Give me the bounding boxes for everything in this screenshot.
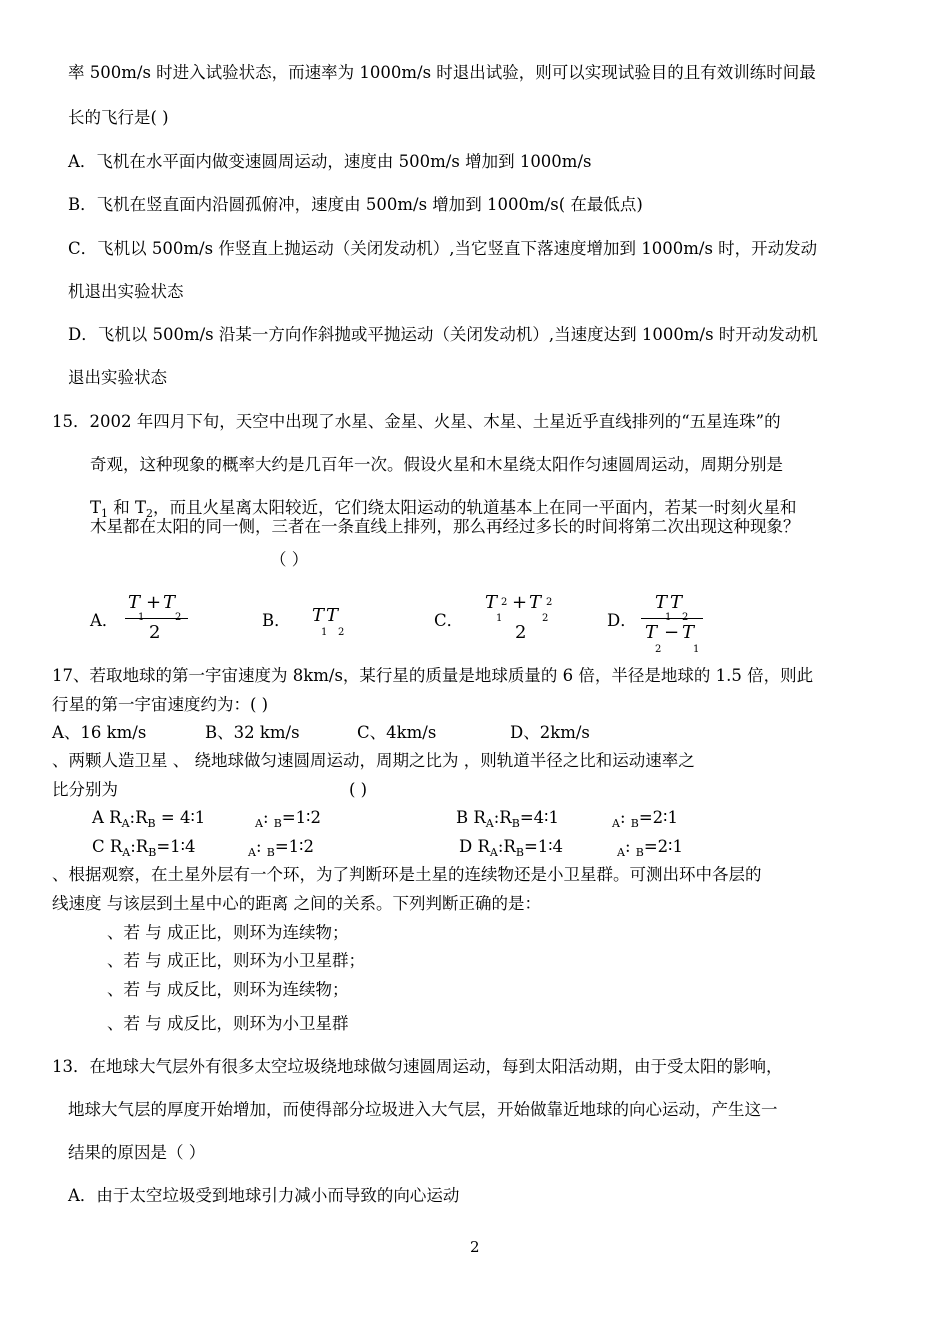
opt-b-t1: T	[312, 605, 325, 626]
opt-c-colon: :R	[130, 837, 149, 856]
q17-option-d: D、2km/s	[510, 723, 590, 742]
opt-d-vb-sub: B	[635, 846, 644, 859]
frac-a-bar	[125, 618, 188, 619]
frac-d-minus: −	[664, 622, 680, 643]
opt-a-r-ratio: = 4∶1	[155, 808, 206, 827]
opt-c-ra-sub: A	[122, 846, 131, 859]
q-sat-option-c	[92, 836, 195, 864]
opt-c-r: C R	[92, 837, 123, 856]
q13-line1: 13．在地球大气层外有很多太空垃圾绕地球做匀速圆周运动，每到太阳活动期，由于受太阳的影响，	[52, 1057, 783, 1076]
q14-option-d-line2: 退出实验状态	[68, 368, 167, 387]
q15-answer-paren: （ ）	[270, 550, 309, 569]
opt-a-rb-sub: B	[147, 817, 156, 830]
frac-d-t2: T	[670, 592, 683, 613]
opt-c-rb-sub: B	[148, 846, 157, 859]
opt-a-v-colon: :	[262, 808, 274, 827]
q-sat-line1: 、两颗人造卫星 、 绕地球做匀速圆周运动，周期之比为 ，则轨道半径之比和运动速率之	[52, 751, 695, 770]
opt-b-sub1: 1	[321, 627, 328, 638]
frac-a-denom: 2	[149, 622, 161, 643]
q14-line1: 率 500m/s 时进入试验状态，而速率为 1000m/s 时退出试验，则可以实现试验目的且有效训练时间最	[68, 63, 816, 82]
q15-t1-sub: 1	[101, 507, 109, 520]
q15-and: 和	[108, 498, 136, 517]
opt-b-sub2: 2	[338, 627, 345, 638]
q15-t1: T	[90, 498, 102, 517]
opt-c-v-ratio: =1∶2	[274, 837, 314, 856]
frac-c-sub1: 1	[496, 613, 503, 624]
q14-option-b: B．飞机在竖直面内沿圆孤俯冲，速度由 500m/s 增加到 1000m/s( 在最低点)	[68, 195, 643, 214]
opt-d-rb-sub: B	[515, 846, 524, 859]
q-ring-option-3: 、若 与 成反比，则环为连续物；	[107, 980, 349, 999]
q-sat-option-a	[92, 807, 205, 835]
q15-t2-sub: 2	[146, 507, 154, 520]
opt-b-r-ratio: =4∶1	[519, 808, 559, 827]
q13-line3: 结果的原因是（ ）	[68, 1143, 206, 1162]
opt-b-vb-sub: B	[630, 817, 639, 830]
opt-a-ra-sub: A	[121, 817, 130, 830]
opt-b-t2: T	[326, 605, 339, 626]
opt-b-va-sub: A	[612, 817, 620, 830]
q14-option-d-line1: D．飞机以 500m/s 沿某一方向作斜抛或平抛运动（关闭发动机）,当速度达到 1000m/s 时开动发动机	[68, 325, 818, 344]
q-sat-option-b-v	[612, 807, 678, 835]
q-sat-option-c-v	[248, 836, 314, 864]
q-sat-option-a-v	[255, 807, 321, 835]
opt-d-r-ratio: =1∶4	[523, 837, 564, 856]
frac-a-t2: T	[163, 592, 176, 613]
opt-b-v-ratio: =2∶1	[638, 808, 678, 827]
q15-option-d-label: D．	[607, 611, 637, 630]
opt-b-ra-sub: A	[485, 817, 494, 830]
q14-option-c-line1: C．飞机以 500m/s 作竖直上抛运动（关闭发动机）,当它竖直下落速度增加到 1000m/s 时，开动发动	[68, 239, 818, 258]
opt-d-r: D R	[459, 837, 490, 856]
opt-c-va-sub: A	[248, 846, 256, 859]
q14-line2: 长的飞行是( )	[68, 108, 169, 127]
opt-a-vb-sub: B	[273, 817, 282, 830]
frac-c-t1: T	[485, 592, 498, 613]
opt-c-vb-sub: B	[266, 846, 275, 859]
frac-a-plus: +	[146, 592, 162, 613]
q15-option-a-label: A．	[90, 611, 119, 630]
opt-d-va-sub: A	[617, 846, 625, 859]
q-sat-option-d-v	[617, 836, 683, 864]
q15-line4: 木星都在太阳的同一侧，三者在一条直线上排列，那么再经过多长的时间将第二次出现这种现象？	[90, 517, 800, 536]
q17-option-a: A、16 km/s	[52, 723, 147, 742]
opt-a-colon: :R	[129, 808, 148, 827]
q17-option-b: B、32 km/s	[205, 723, 300, 742]
opt-d-colon: :R	[497, 837, 516, 856]
frac-d-den-sub2: 2	[655, 644, 662, 655]
q14-option-a: A．飞机在水平面内做变速圆周运动，速度由 500m/s 增加到 1000m/s	[68, 152, 592, 171]
q-sat-option-b	[456, 807, 559, 835]
opt-a-r: A R	[92, 808, 122, 827]
opt-c-v-colon: :	[255, 837, 267, 856]
q14-option-c-line2: 机退出实验状态	[68, 282, 184, 301]
frac-c-sup2: 2	[546, 597, 553, 608]
opt-b-v-colon: :	[619, 808, 631, 827]
page-number: 2	[470, 1238, 480, 1256]
q17-option-c: C、4km/s	[357, 723, 437, 742]
frac-d-t1: T	[655, 592, 668, 613]
q-sat-option-d	[459, 836, 563, 864]
frac-c-plus: +	[512, 592, 528, 613]
q-ring-option-1: 、若 与 成正比，则环为连续物；	[107, 923, 349, 942]
opt-d-v-ratio: =2∶1	[643, 837, 683, 856]
q13-line2: 地球大气层的厚度开始增加，而使得部分垃圾进入大气层，开始做靠近地球的向心运动，产生这一	[68, 1100, 778, 1119]
opt-a-v-ratio: =1∶2	[281, 808, 321, 827]
opt-a-va-sub: A	[255, 817, 263, 830]
q15-line1: 15．2002 年四月下旬，天空中出现了水星、金星、火星、木星、土星近乎直线排列的“五星连珠”的	[52, 412, 781, 431]
q15-option-c-label: C．	[434, 611, 464, 630]
q15-t2: T	[135, 498, 147, 517]
q-ring-option-2: 、若 与 成正比，则环为小卫星群；	[107, 951, 365, 970]
q15-option-b-label: B．	[262, 611, 291, 630]
q15-line2: 奇观，这种现象的概率大约是几百年一次。假设火星和木星绕太阳作匀速圆周运动，周期分别是	[90, 455, 783, 474]
opt-b-rb-sub: B	[511, 817, 520, 830]
frac-c-t2: T	[529, 592, 542, 613]
q15-line3-rest: ，而且火星离太阳较近，它们绕太阳运动的轨道基本上在同一平面内，若某一时刻火星和	[153, 498, 797, 517]
opt-d-v-colon: :	[624, 837, 636, 856]
opt-b-colon: :R	[493, 808, 512, 827]
opt-c-r-ratio: =1∶4	[156, 837, 196, 856]
q-sat-line2: 比分别为	[52, 780, 118, 799]
q-ring-line2: 线速度 与该层到土星中心的距离 之间的关系。下列判断正确的是：	[52, 894, 541, 913]
q-ring-option-4: 、若 与 成反比，则环为小卫星群	[107, 1014, 349, 1033]
frac-c-sub2: 2	[542, 613, 549, 624]
q17-line2: 行星的第一宇宙速度约为：( )	[52, 695, 269, 714]
frac-d-den-sub1: 1	[693, 644, 700, 655]
frac-d-den-t1: T	[682, 622, 695, 643]
frac-c-sup1: 2	[501, 597, 508, 608]
frac-a-t1: T	[128, 592, 141, 613]
frac-d-bar	[641, 618, 703, 619]
q-ring-line1: 、根据观察，在土星外层有一个环，为了判断环是土星的连续物还是小卫星群。可测出环中各层的	[52, 865, 762, 884]
frac-d-den-t2: T	[645, 622, 658, 643]
opt-d-ra-sub: A	[489, 846, 498, 859]
opt-b-r: B R	[456, 808, 486, 827]
q-sat-paren: ( )	[349, 780, 368, 799]
frac-c-denom: 2	[515, 622, 527, 643]
q13-option-a: A．由于太空垃圾受到地球引力减小而导致的向心运动	[68, 1186, 460, 1205]
q17-line1: 17、若取地球的第一宇宙速度为 8km/s，某行星的质量是地球质量的 6 倍，半径是地球的 1.5 倍，则此	[52, 666, 814, 685]
